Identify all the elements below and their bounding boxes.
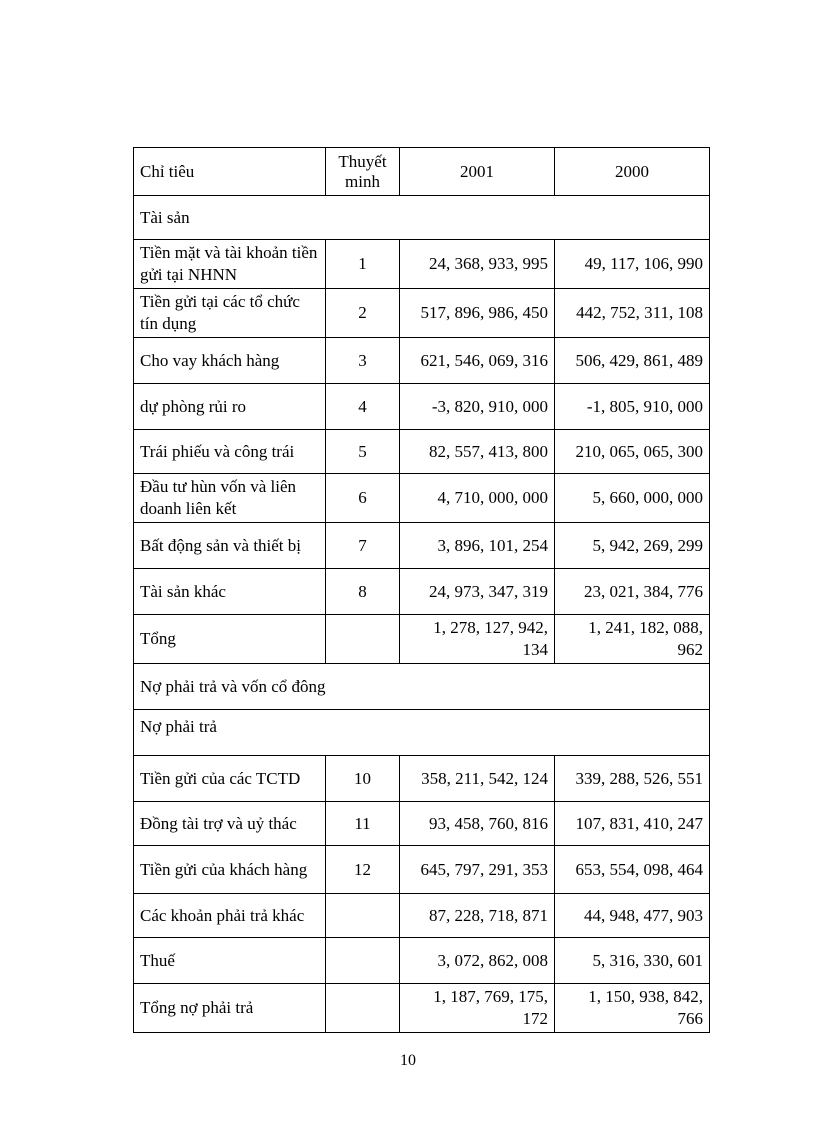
row-note: 5 bbox=[326, 430, 400, 474]
row-note: 8 bbox=[326, 569, 400, 615]
table-row bbox=[134, 474, 710, 523]
balance-sheet-table bbox=[133, 147, 710, 1033]
row-value-2001: 1, 278, 127, 942, 134 bbox=[400, 615, 555, 664]
row-value-2000: 339, 288, 526, 551 bbox=[555, 756, 710, 802]
row-value-2000: 653, 554, 098, 464 bbox=[555, 846, 710, 894]
row-value-2000: 107, 831, 410, 247 bbox=[555, 802, 710, 846]
row-label: Đồng tài trợ và uỷ thác bbox=[134, 802, 326, 846]
row-note: 4 bbox=[326, 384, 400, 430]
row-label: dự phòng rủi ro bbox=[134, 384, 326, 430]
row-label: Cho vay khách hàng bbox=[134, 338, 326, 384]
row-value-2001: 3, 072, 862, 008 bbox=[400, 938, 555, 984]
row-label: Tiền mặt và tài khoản tiền gửi tại NHNN bbox=[134, 240, 326, 289]
row-label: Tiền gửi của khách hàng bbox=[134, 846, 326, 894]
row-value-2001: 517, 896, 986, 450 bbox=[400, 289, 555, 338]
row-note: 7 bbox=[326, 523, 400, 569]
header-row bbox=[134, 148, 710, 196]
table-row bbox=[134, 846, 710, 894]
row-label: Tiền gửi tại các tổ chức tín dụng bbox=[134, 289, 326, 338]
row-label: Trái phiếu và công trái bbox=[134, 430, 326, 474]
row-value-2000: 5, 942, 269, 299 bbox=[555, 523, 710, 569]
table-row bbox=[134, 756, 710, 802]
row-value-2001: 1, 187, 769, 175, 172 bbox=[400, 984, 555, 1033]
assets-section-title: Tài sản bbox=[134, 196, 710, 240]
row-note: 6 bbox=[326, 474, 400, 523]
table-row bbox=[134, 430, 710, 474]
subsection-row bbox=[134, 710, 710, 756]
row-value-2000: 442, 752, 311, 108 bbox=[555, 289, 710, 338]
table-row bbox=[134, 802, 710, 846]
row-note: 10 bbox=[326, 756, 400, 802]
row-value-2000: 23, 021, 384, 776 bbox=[555, 569, 710, 615]
row-value-2001: 24, 368, 933, 995 bbox=[400, 240, 555, 289]
header-label: Chỉ tiêu bbox=[134, 148, 326, 196]
row-value-2000: -1, 805, 910, 000 bbox=[555, 384, 710, 430]
row-value-2001: 3, 896, 101, 254 bbox=[400, 523, 555, 569]
row-value-2001: 645, 797, 291, 353 bbox=[400, 846, 555, 894]
row-value-2001: 621, 546, 069, 316 bbox=[400, 338, 555, 384]
row-label: Tài sản khác bbox=[134, 569, 326, 615]
row-value-2001: 82, 557, 413, 800 bbox=[400, 430, 555, 474]
table-row bbox=[134, 384, 710, 430]
page-number: 10 bbox=[400, 1052, 416, 1069]
header-year-2000: 2000 bbox=[555, 148, 710, 196]
row-value-2000: 5, 660, 000, 000 bbox=[555, 474, 710, 523]
table-row bbox=[134, 289, 710, 338]
row-value-2000: 210, 065, 065, 300 bbox=[555, 430, 710, 474]
row-value-2001: -3, 820, 910, 000 bbox=[400, 384, 555, 430]
section-row bbox=[134, 196, 710, 240]
table-row bbox=[134, 240, 710, 289]
row-label: Các khoản phải trả khác bbox=[134, 894, 326, 938]
table-row bbox=[134, 569, 710, 615]
row-note bbox=[326, 894, 400, 938]
row-note bbox=[326, 938, 400, 984]
row-label: Tiền gửi của các TCTD bbox=[134, 756, 326, 802]
row-note: 2 bbox=[326, 289, 400, 338]
total-assets-row bbox=[134, 615, 710, 664]
row-note: 11 bbox=[326, 802, 400, 846]
table-row bbox=[134, 523, 710, 569]
row-value-2001: 24, 973, 347, 319 bbox=[400, 569, 555, 615]
row-value-2000: 5, 316, 330, 601 bbox=[555, 938, 710, 984]
section-row bbox=[134, 664, 710, 710]
row-label: Tổng bbox=[134, 615, 326, 664]
header-note: Thuyết minh bbox=[326, 148, 400, 196]
row-value-2000: 506, 429, 861, 489 bbox=[555, 338, 710, 384]
table-row bbox=[134, 338, 710, 384]
row-label: Thuế bbox=[134, 938, 326, 984]
row-value-2001: 93, 458, 760, 816 bbox=[400, 802, 555, 846]
row-note bbox=[326, 615, 400, 664]
row-label: Tổng nợ phải trả bbox=[134, 984, 326, 1033]
row-value-2001: 4, 710, 000, 000 bbox=[400, 474, 555, 523]
row-value-2001: 358, 211, 542, 124 bbox=[400, 756, 555, 802]
row-label: Bất động sản và thiết bị bbox=[134, 523, 326, 569]
row-note: 1 bbox=[326, 240, 400, 289]
row-note bbox=[326, 984, 400, 1033]
table-row bbox=[134, 894, 710, 938]
row-value-2000: 49, 117, 106, 990 bbox=[555, 240, 710, 289]
liabilities-subsection-title: Nợ phải trả bbox=[134, 710, 710, 756]
row-note: 12 bbox=[326, 846, 400, 894]
row-value-2001: 87, 228, 718, 871 bbox=[400, 894, 555, 938]
table-row bbox=[134, 938, 710, 984]
total-liabilities-row bbox=[134, 984, 710, 1033]
row-value-2000: 1, 150, 938, 842, 766 bbox=[555, 984, 710, 1033]
row-note: 3 bbox=[326, 338, 400, 384]
row-value-2000: 1, 241, 182, 088, 962 bbox=[555, 615, 710, 664]
row-value-2000: 44, 948, 477, 903 bbox=[555, 894, 710, 938]
liabilities-equity-section-title: Nợ phải trả và vốn cổ đông bbox=[134, 664, 710, 710]
header-year-2001: 2001 bbox=[400, 148, 555, 196]
row-label: Đầu tư hùn vốn và liên doanh liên kết bbox=[134, 474, 326, 523]
